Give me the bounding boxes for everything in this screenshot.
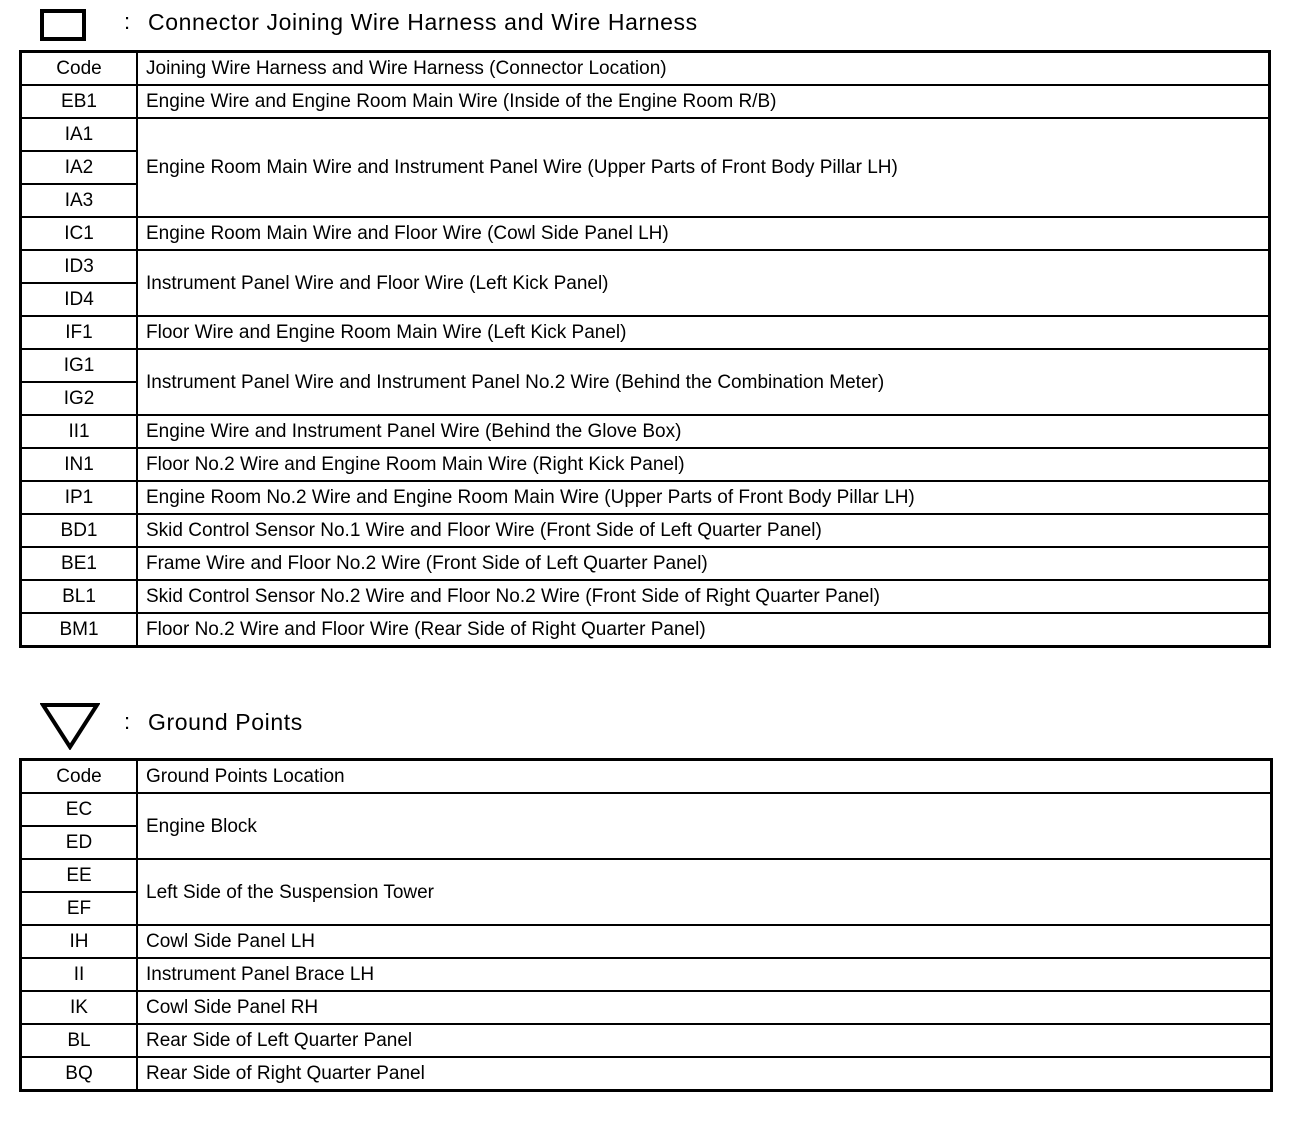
connector-description-cell: Floor No.2 Wire and Engine Room Main Wire (Right Kick Panel) [137,448,1270,481]
ground-code-cell: EE [21,859,138,892]
ground-description-cell: Cowl Side Panel RH [137,991,1272,1024]
connector-code-cell: IF1 [21,316,138,349]
ground-table-row [21,859,1272,892]
ground-description-cell: Rear Side of Left Quarter Panel [137,1024,1272,1057]
connector-description-cell: Engine Room No.2 Wire and Engine Room Main Wire (Upper Parts of Front Body Pillar LH) [137,481,1270,514]
ground-code-cell: ED [21,826,138,859]
connector-table-row [21,316,1270,349]
connector-code-cell: BE1 [21,547,138,580]
connector-description-cell: Instrument Panel Wire and Floor Wire (Left Kick Panel) [137,250,1270,316]
ground-code-cell: IH [21,925,138,958]
connector-description-cell: Engine Room Main Wire and Instrument Panel Wire (Upper Parts of Front Body Pillar LH) [137,118,1270,217]
connector-table-row [21,613,1270,647]
connector-table-row [21,85,1270,118]
ground-description-cell: Engine Block [137,793,1272,859]
connector-description-cell: Instrument Panel Wire and Instrument Panel No.2 Wire (Behind the Combination Meter) [137,349,1270,415]
connector-description-cell: Engine Room Main Wire and Floor Wire (Cowl Side Panel LH) [137,217,1270,250]
ground-description-cell: Instrument Panel Brace LH [137,958,1272,991]
connector-table-row [21,514,1270,547]
ground-code-cell: IK [21,991,138,1024]
connector-section-colon: : [124,9,131,34]
connector-description-cell: Engine Wire and Instrument Panel Wire (Behind the Glove Box) [137,415,1270,448]
ground-triangle-icon [40,702,100,750]
ground-description-cell: Rear Side of Right Quarter Panel [137,1057,1272,1091]
connector-table-row [21,580,1270,613]
connector-code-cell: ID3 [21,250,138,283]
connector-table-row [21,217,1270,250]
connector-table-row [21,547,1270,580]
connector-code-cell: IP1 [21,481,138,514]
ground-table-body [21,760,1272,1091]
connector-description-cell: Skid Control Sensor No.1 Wire and Floor Wire (Front Side of Left Quarter Panel) [137,514,1270,547]
connector-table-row [21,481,1270,514]
connector-description-cell: Floor No.2 Wire and Floor Wire (Rear Side of Right Quarter Panel) [137,613,1270,647]
square-connector-icon [40,9,86,41]
ground-code-cell: BL [21,1024,138,1057]
connector-description-cell: Frame Wire and Floor No.2 Wire (Front Side of Left Quarter Panel) [137,547,1270,580]
ground-table-row [21,958,1272,991]
connector-table-header-row [21,52,1270,86]
ground-header-code: Code [21,760,138,794]
ground-section-title: Ground Points [148,709,303,735]
connector-description-cell: Engine Wire and Engine Room Main Wire (Inside of the Engine Room R/B) [137,85,1270,118]
connector-table-row [21,250,1270,283]
ground-header-description: Ground Points Location [137,760,1272,794]
connector-header-description: Joining Wire Harness and Wire Harness (Connector Location) [137,52,1270,86]
connector-table-row [21,415,1270,448]
connector-code-cell: IG2 [21,382,138,415]
connector-header-code: Code [21,52,138,86]
connector-code-cell: IA1 [21,118,138,151]
ground-code-cell: EC [21,793,138,826]
connector-code-cell: BL1 [21,580,138,613]
ground-table-row [21,1057,1272,1091]
connector-code-cell: IA3 [21,184,138,217]
ground-description-cell: Left Side of the Suspension Tower [137,859,1272,925]
connector-table-row [21,448,1270,481]
ground-table-row [21,991,1272,1024]
ground-table [19,758,1273,1092]
ground-table-row [21,793,1272,826]
ground-section-colon: : [124,709,131,734]
connector-code-cell: BM1 [21,613,138,647]
connector-code-cell: IG1 [21,349,138,382]
ground-table-row [21,925,1272,958]
connector-code-cell: IN1 [21,448,138,481]
connector-code-cell: BD1 [21,514,138,547]
connector-table-row [21,118,1270,151]
connector-code-cell: IC1 [21,217,138,250]
connector-code-cell: IA2 [21,151,138,184]
connector-table [19,50,1271,648]
ground-code-cell: BQ [21,1057,138,1091]
connector-description-cell: Floor Wire and Engine Room Main Wire (Left Kick Panel) [137,316,1270,349]
ground-code-cell: II [21,958,138,991]
ground-code-cell: EF [21,892,138,925]
connector-section-title: Connector Joining Wire Harness and Wire Harness [148,9,698,35]
connector-table-body [21,52,1270,647]
connector-table-row [21,349,1270,382]
connector-code-cell: II1 [21,415,138,448]
ground-table-header-row [21,760,1272,794]
ground-description-cell: Cowl Side Panel LH [137,925,1272,958]
connector-description-cell: Skid Control Sensor No.2 Wire and Floor No.2 Wire (Front Side of Right Quarter Panel) [137,580,1270,613]
ground-table-row [21,1024,1272,1057]
connector-code-cell: ID4 [21,283,138,316]
connector-code-cell: EB1 [21,85,138,118]
